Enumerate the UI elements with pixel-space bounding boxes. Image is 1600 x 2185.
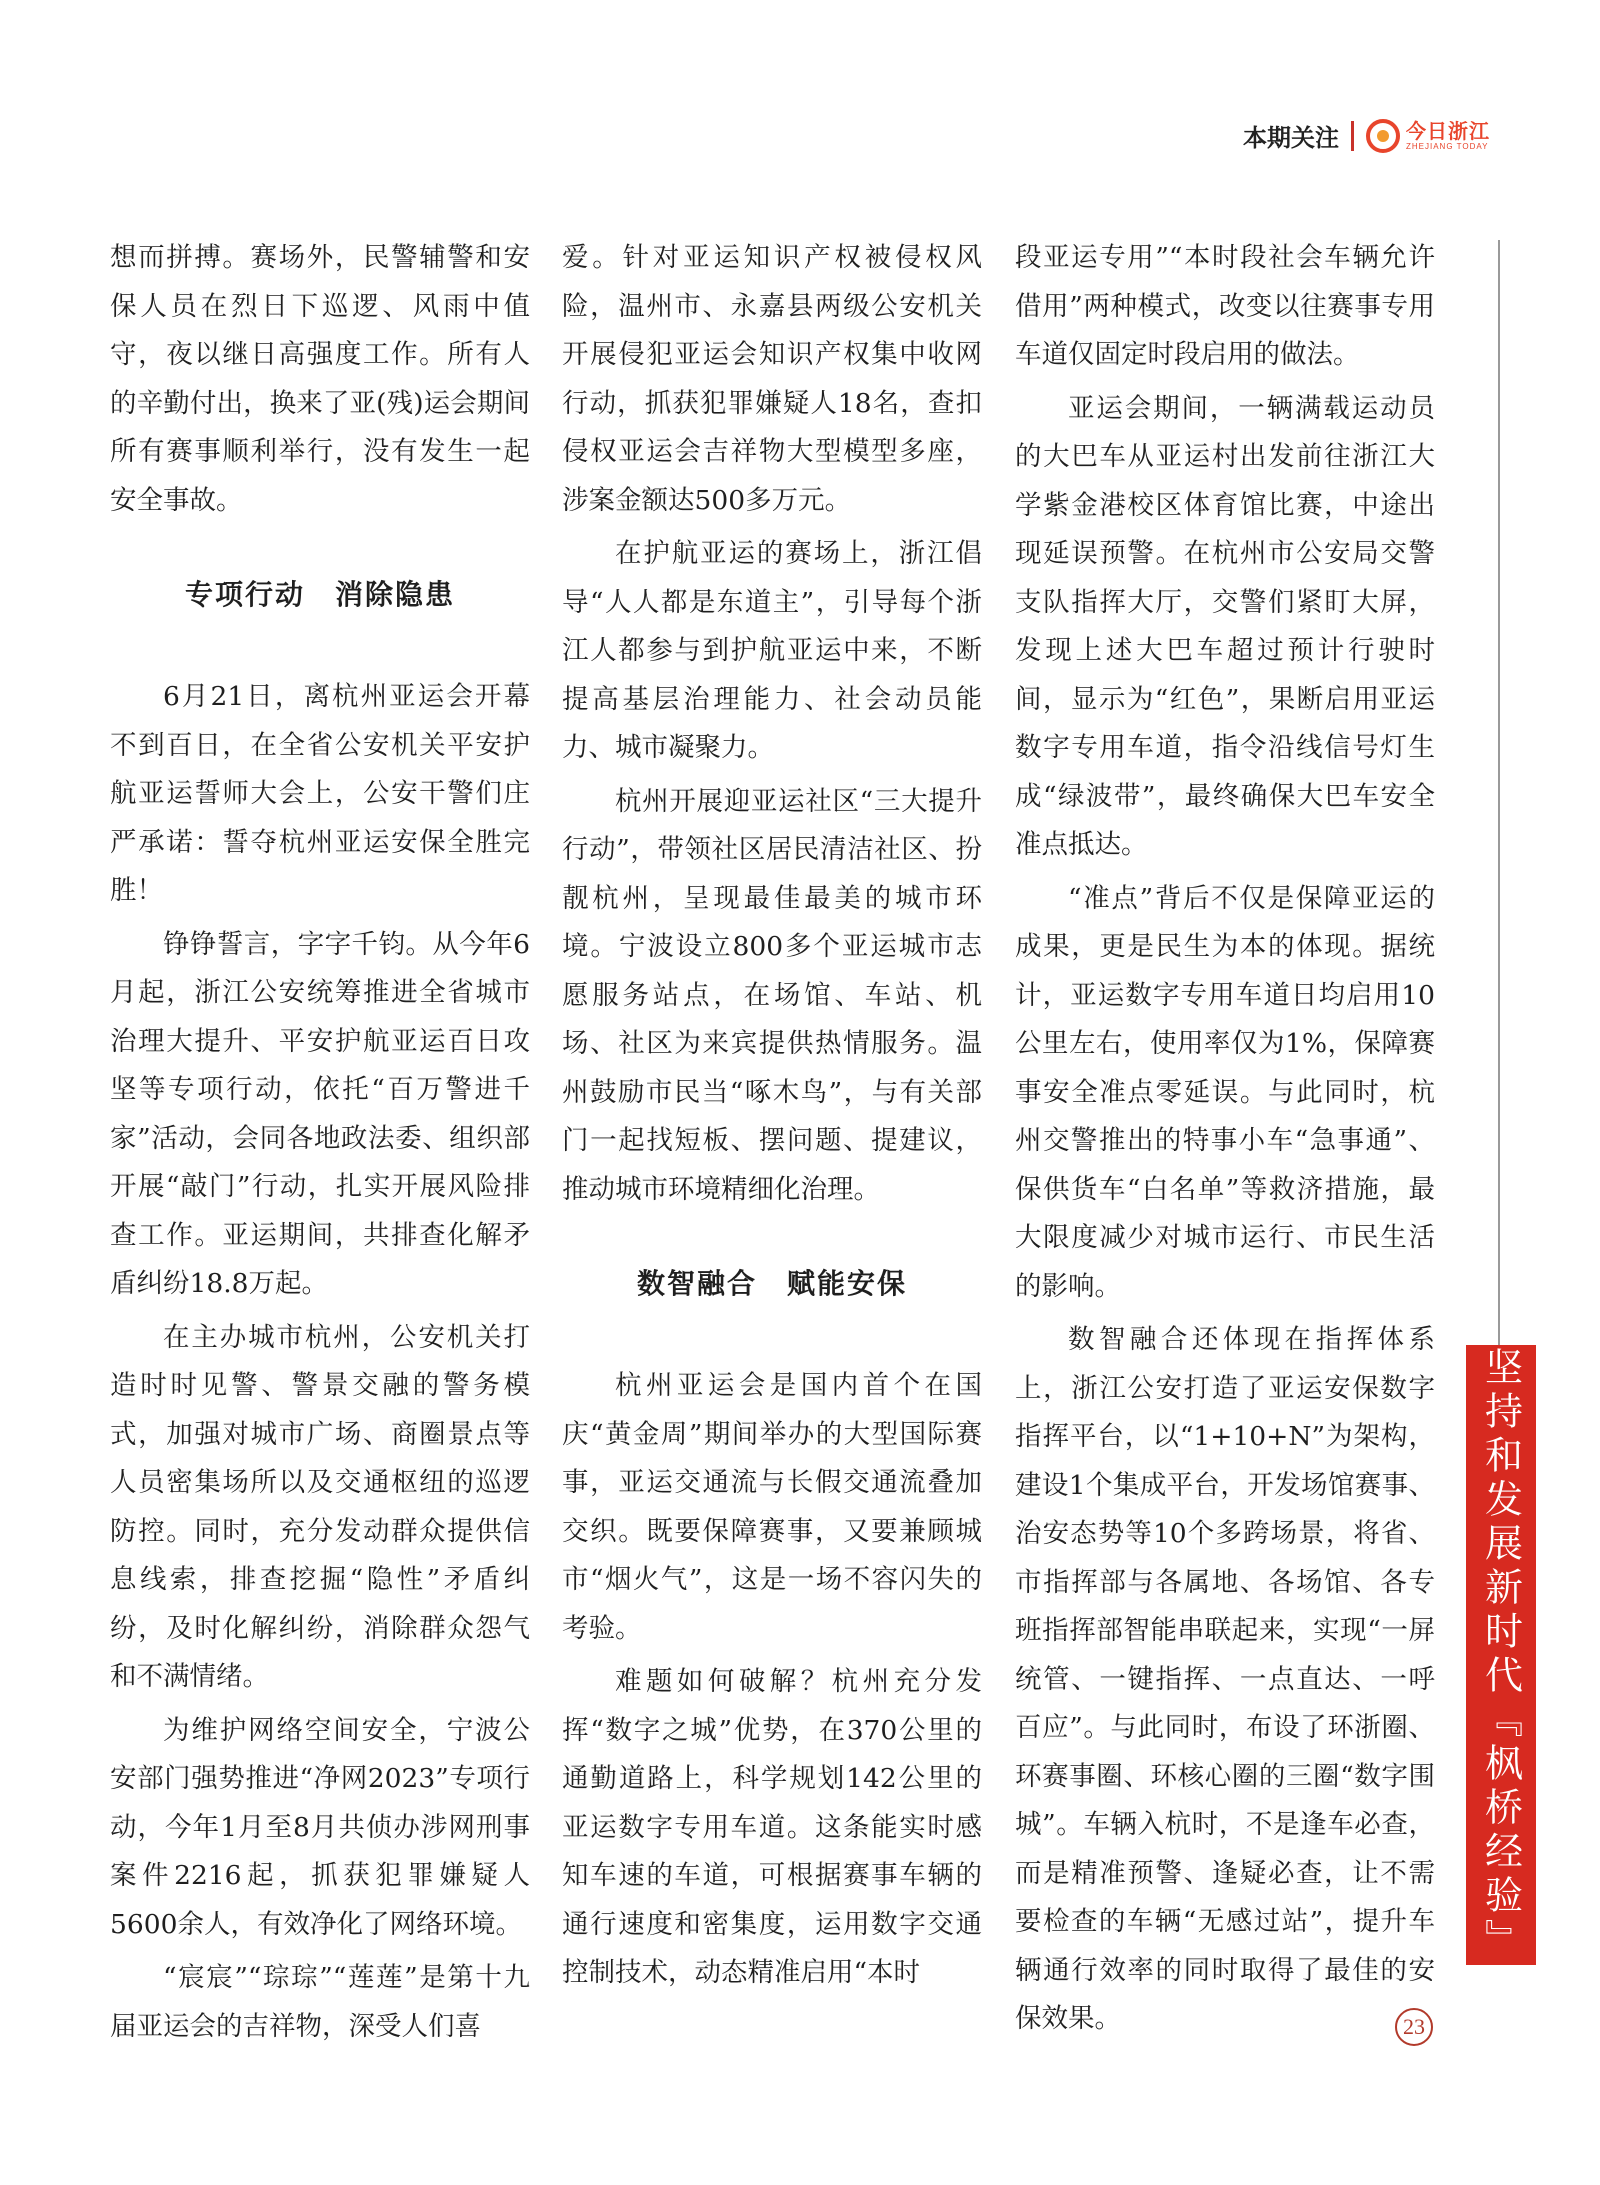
side-banner-text: 坚持和发展新时代『枫桥经验』 [1478, 1347, 1523, 1963]
paragraph: 爱。针对亚运知识产权被侵权风险，温州市、永嘉县两级公安机关开展侵犯亚运会知识产权集中收网行动，抓获犯罪嫌疑人18名，查扣侵权亚运会吉祥物大型模型多座，涉案金额达500多万元。 [562, 242, 982, 516]
paragraph: 想而拼搏。赛场外，民警辅警和安保人员在烈日下巡逻、风雨中值守，夜以继日高强度工作。所有人的辛勤付出，换来了亚(残)运会期间所有赛事顺利举行，没有发生一起安全事故。 [110, 242, 530, 516]
page-header [1243, 118, 1490, 153]
paragraph: 难题如何破解？杭州充分发挥“数字之城”优势，在370公里的通勤道路上，科学规划142公里的亚运数字专用车道。这条能实时感知车速的车道，可根据赛事车辆的通行速度和密集度，运用数字交通控制技术，动态精准启用“本时 [562, 1666, 982, 1988]
section-heading: 专项行动 消除隐患 [184, 578, 455, 611]
paragraph: 杭州亚运会是国内首个在国庆“黄金周”期间举办的大型国际赛事，亚运交通流与长假交通流叠加交织。既要保障赛事，又要兼顾城市“烟火气”，这是一场不容闪失的考验。 [562, 1370, 982, 1644]
section-label: 本期关注 [1243, 124, 1339, 152]
sun-logo-icon [1366, 119, 1400, 153]
paragraph: 段亚运专用”“本时段社会车辆允许借用”两种模式，改变以往赛事专用车道仅固定时段启用的做法。 [1015, 242, 1435, 370]
logo-english: ZHEJIANG TODAY [1406, 141, 1489, 151]
paragraph: 铮铮誓言，字字千钧。从今年6月起，浙江公安统筹推进全省城市治理大提升、平安护航亚运百日攻坚等专项行动，依托“百万警进千家”活动，会同各地政法委、组织部开展“敲门”行动，扎实开展风险排查工作。亚运期间，共排查化解矛盾纠纷18.8万起。 [110, 928, 530, 1299]
page-number: 23 [1395, 2008, 1433, 2046]
article-column-3 [1015, 234, 1435, 2049]
paragraph: 为维护网络空间安全，宁波公安部门强势推进“净网2023”专项行动，今年1月至8月共侦办涉网刑事案件2216起，抓获犯罪嫌疑人5600余人，有效净化了网络环境。 [110, 1714, 530, 1940]
paragraph: 在主办城市杭州，公安机关打造时时见警、警景交融的警务模式，加强对城市广场、商圈景点等人员密集场所以及交通枢纽的巡逻防控。同时，充分发动群众提供信息线索，排查挖掘“隐性”矛盾纠纷，及时化解纠纷，消除群众怨气和不满情绪。 [110, 1321, 530, 1692]
paragraph: 6月21日，离杭州亚运会开幕不到百日，在全省公安机关平安护航亚运誓师大会上，公安干警们庄严承诺：誓夺杭州亚运安保全胜完胜！ [110, 681, 530, 906]
paragraph: 亚运会期间，一辆满载运动员的大巴车从亚运村出发前往浙江大学紫金港校区体育馆比赛，中途出现延误预警。在杭州市公安局交警支队指挥大厅，交警们紧盯大屏，发现上述大巴车超过预计行驶时间，显示为“红色”，果断启用亚运数字专用车道，指令沿线信号灯生成“绿波带”，最终确保大巴车安全准点抵达。 [1015, 392, 1435, 860]
side-banner [1466, 1345, 1536, 1965]
zhejiang-today-logo [1366, 119, 1490, 153]
logo-text [1406, 118, 1490, 151]
section-heading: 数智融合 赋能安保 [636, 1267, 907, 1300]
logo-chinese: 今日浙江 [1406, 118, 1490, 143]
header-divider [1351, 121, 1354, 151]
paragraph: 杭州开展迎亚运社区“三大提升行动”，带领社区居民清洁社区、扮靓杭州，呈现最佳最美的城市环境。宁波设立800多个亚运城市志愿服务站点，在场馆、车站、机场、社区为来宾提供热情服务。温州鼓励市民当“啄木鸟”，与有关部门一起找短板、摆问题、提建议，推动城市环境精细化治理。 [562, 785, 982, 1205]
paragraph: 在护航亚运的赛场上，浙江倡导“人人都是东道主”，引导每个浙江人都参与到护航亚运中来，不断提高基层治理能力、社会动员能力、城市凝聚力。 [562, 538, 982, 763]
article-column-1 [110, 234, 530, 2056]
article-column-2 [562, 234, 982, 2003]
paragraph: “宸宸”“琮琮”“莲莲”是第十九届亚运会的吉祥物，深受人们喜 [110, 1962, 530, 2042]
paragraph: “准点”背后不仅是保障亚运的成果，更是民生为本的体现。据统计，亚运数字专用车道日均启用10公里左右，使用率仅为1%，保障赛事安全准点零延误。与此同时，杭州交警推出的特事小车“急事通”、保供货车“白名单”等救济措施，最大限度减少对城市运行、市民生活的影响。 [1015, 882, 1435, 1302]
paragraph: 数智融合还体现在指挥体系上，浙江公安打造了亚运安保数字指挥平台，以“1+10+N”为架构，建设1个集成平台，开发场馆赛事、治安态势等10个多跨场景，将省、市指挥部与各属地、各场馆、各专班指挥部智能串联起来，实现“一屏统管、一键指挥、一点直达、一呼百应”。与此同时，布设了环浙圈、环赛事圈、环核心圈的三圈“数字围城”。车辆入杭时，不是逢车必查，而是精准预警、逢疑必查，让不需要检查的车辆“无感过站”，提升车辆通行效率的同时取得了最佳的安保效果。 [1015, 1324, 1435, 2034]
